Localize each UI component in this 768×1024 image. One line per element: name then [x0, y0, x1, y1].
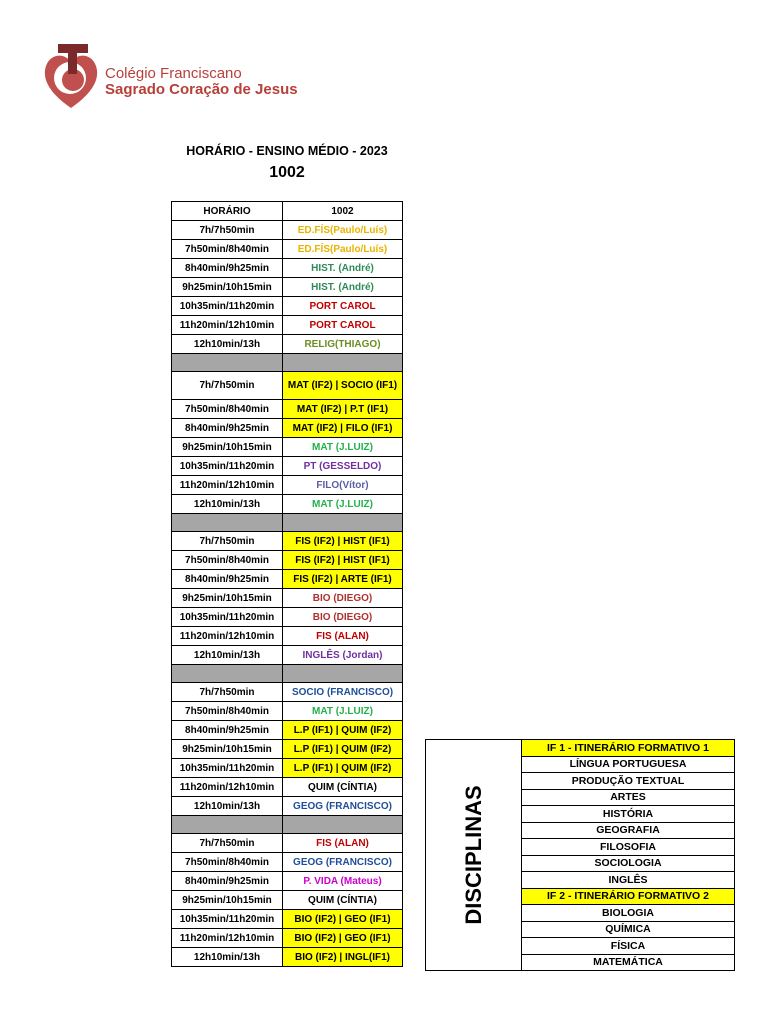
subject-cell: PORT CAROL: [283, 316, 403, 335]
time-slot-cell: 7h/7h50min: [172, 372, 283, 400]
subject-cell: GEOG (FRANCISCO): [283, 797, 403, 816]
schedule-row: [172, 495, 403, 514]
schedule-row: [172, 834, 403, 853]
subject-cell: PT (GESSELDO): [283, 457, 403, 476]
time-slot-cell: 10h35min/11h20min: [172, 759, 283, 778]
time-slot-cell: 12h10min/13h: [172, 797, 283, 816]
subject-cell: MAT (J.LUIZ): [283, 495, 403, 514]
subject-cell: FIS (IF2) | ARTE (IF1): [283, 570, 403, 589]
time-slot-cell: 7h50min/8h40min: [172, 702, 283, 721]
subject-cell: QUIM (CÍNTIA): [283, 778, 403, 797]
schedule-row: [172, 589, 403, 608]
time-slot-cell: 11h20min/12h10min: [172, 627, 283, 646]
subject-cell: ED.FÍS(Paulo/Luís): [283, 240, 403, 259]
schedule-row: [172, 221, 403, 240]
time-slot-cell: 12h10min/13h: [172, 335, 283, 354]
subject-cell: MAT (J.LUIZ): [283, 438, 403, 457]
time-slot-cell: 9h25min/10h15min: [172, 278, 283, 297]
time-slot-cell: 7h50min/8h40min: [172, 853, 283, 872]
time-slot-cell: 7h50min/8h40min: [172, 551, 283, 570]
subject-cell: ED.FÍS(Paulo/Luís): [283, 221, 403, 240]
school-name: [105, 66, 298, 98]
subject-cell: RELIG(THIAGO): [283, 335, 403, 354]
time-slot-cell: 7h50min/8h40min: [172, 400, 283, 419]
schedule-row: [172, 797, 403, 816]
schedule-row: [172, 419, 403, 438]
time-slot-cell: 7h/7h50min: [172, 834, 283, 853]
day-separator: [172, 665, 403, 683]
subject-cell: BIO (IF2) | GEO (IF1): [283, 929, 403, 948]
schedule-row: [172, 872, 403, 891]
schedule-row: [172, 551, 403, 570]
time-slot-cell: 9h25min/10h15min: [172, 589, 283, 608]
time-slot-cell: 10h35min/11h20min: [172, 457, 283, 476]
schedule-row: [172, 372, 403, 400]
subject-cell: FIS (ALAN): [283, 627, 403, 646]
time-slot-cell: 11h20min/12h10min: [172, 316, 283, 335]
subject-cell: QUIM (CÍNTIA): [283, 891, 403, 910]
school-logo: [40, 42, 102, 112]
discipline-cell: BIOLOGIA: [522, 905, 735, 922]
schedule-row: [172, 740, 403, 759]
schedule-row: [172, 853, 403, 872]
header-time-cell: HORÁRIO: [172, 202, 283, 221]
time-slot-cell: 9h25min/10h15min: [172, 438, 283, 457]
subject-cell: BIO (DIEGO): [283, 608, 403, 627]
schedule-row: [172, 910, 403, 929]
discipline-cell: HISTÓRIA: [522, 806, 735, 823]
schedule-row: [172, 316, 403, 335]
time-slot-cell: 12h10min/13h: [172, 948, 283, 967]
subject-cell: GEOG (FRANCISCO): [283, 853, 403, 872]
subject-cell: MAT (J.LUIZ): [283, 702, 403, 721]
time-slot-cell: 12h10min/13h: [172, 646, 283, 665]
schedule-row: [172, 438, 403, 457]
time-slot-cell: 10h35min/11h20min: [172, 297, 283, 316]
subject-cell: HIST. (André): [283, 259, 403, 278]
day-separator: [172, 354, 403, 372]
discipline-cell: MATEMÁTICA: [522, 954, 735, 971]
schedule-table: [171, 201, 403, 967]
schedule-row: [172, 240, 403, 259]
schedule-row: [172, 891, 403, 910]
schedule-row: [172, 759, 403, 778]
itinerary-header-cell: IF 2 - ITINERÁRIO FORMATIVO 2: [522, 888, 735, 905]
schedule-row: [172, 646, 403, 665]
header-class-cell: 1002: [283, 202, 403, 221]
subject-cell: INGLÊS (Jordan): [283, 646, 403, 665]
schedule-row: [172, 702, 403, 721]
subject-cell: FIS (IF2) | HIST (IF1): [283, 551, 403, 570]
schedule-row: [172, 335, 403, 354]
schedule-row: [172, 721, 403, 740]
school-name-line1: Colégio Franciscano: [105, 65, 242, 82]
subject-cell: FIS (IF2) | HIST (IF1): [283, 532, 403, 551]
schedule-row: [172, 297, 403, 316]
discipline-cell: QUÍMICA: [522, 921, 735, 938]
time-slot-cell: 11h20min/12h10min: [172, 778, 283, 797]
discipline-row: [426, 740, 735, 757]
schedule-row: [172, 683, 403, 702]
schedule-row: [172, 608, 403, 627]
discipline-cell: PRODUÇÃO TEXTUAL: [522, 773, 735, 790]
disciplines-label: DISCIPLINAS: [460, 785, 486, 925]
time-slot-cell: 8h40min/9h25min: [172, 259, 283, 278]
schedule-row: [172, 532, 403, 551]
school-name-line2: Sagrado Coração de Jesus: [105, 81, 298, 98]
time-slot-cell: 11h20min/12h10min: [172, 929, 283, 948]
subject-cell: L.P (IF1) | QUIM (IF2): [283, 740, 403, 759]
discipline-cell: ARTES: [522, 789, 735, 806]
schedule-row: [172, 570, 403, 589]
subject-cell: PORT CAROL: [283, 297, 403, 316]
subject-cell: MAT (IF2) | FILO (IF1): [283, 419, 403, 438]
subject-cell: BIO (DIEGO): [283, 589, 403, 608]
schedule-row: [172, 476, 403, 495]
discipline-cell: INGLÊS: [522, 872, 735, 889]
discipline-cell: GEOGRAFIA: [522, 822, 735, 839]
subject-cell: FIS (ALAN): [283, 834, 403, 853]
time-slot-cell: 12h10min/13h: [172, 495, 283, 514]
schedule-row: [172, 400, 403, 419]
schedule-row: [172, 948, 403, 967]
time-slot-cell: 8h40min/9h25min: [172, 721, 283, 740]
time-slot-cell: 8h40min/9h25min: [172, 872, 283, 891]
subject-cell: HIST. (André): [283, 278, 403, 297]
page-title: HORÁRIO - ENSINO MÉDIO - 2023: [186, 144, 388, 158]
itinerary-header-cell: IF 1 - ITINERÁRIO FORMATIVO 1: [522, 740, 735, 757]
subject-cell: MAT (IF2) | P.T (IF1): [283, 400, 403, 419]
subject-cell: SOCIO (FRANCISCO): [283, 683, 403, 702]
time-slot-cell: 7h/7h50min: [172, 532, 283, 551]
subject-cell: FILO(Vítor): [283, 476, 403, 495]
subject-cell: P. VIDA (Mateus): [283, 872, 403, 891]
subject-cell: BIO (IF2) | INGL(IF1): [283, 948, 403, 967]
discipline-cell: FÍSICA: [522, 938, 735, 955]
discipline-cell: LÍNGUA PORTUGUESA: [522, 756, 735, 773]
time-slot-cell: 7h/7h50min: [172, 221, 283, 240]
subject-cell: L.P (IF1) | QUIM (IF2): [283, 759, 403, 778]
discipline-cell: SOCIOLOGIA: [522, 855, 735, 872]
subject-cell: L.P (IF1) | QUIM (IF2): [283, 721, 403, 740]
time-slot-cell: 10h35min/11h20min: [172, 910, 283, 929]
time-slot-cell: 7h50min/8h40min: [172, 240, 283, 259]
subject-cell: BIO (IF2) | GEO (IF1): [283, 910, 403, 929]
schedule-row: [172, 278, 403, 297]
schedule-row: [172, 457, 403, 476]
schedule-row: [172, 259, 403, 278]
class-code: 1002: [269, 164, 305, 181]
discipline-cell: FILOSOFIA: [522, 839, 735, 856]
schedule-row: [172, 778, 403, 797]
time-slot-cell: 9h25min/10h15min: [172, 740, 283, 759]
time-slot-cell: 10h35min/11h20min: [172, 608, 283, 627]
time-slot-cell: 11h20min/12h10min: [172, 476, 283, 495]
disciplines-table: [425, 739, 735, 971]
time-slot-cell: 9h25min/10h15min: [172, 891, 283, 910]
time-slot-cell: 8h40min/9h25min: [172, 570, 283, 589]
time-slot-cell: 8h40min/9h25min: [172, 419, 283, 438]
disciplines-label-cell: [426, 740, 522, 971]
day-separator: [172, 514, 403, 532]
schedule-row: [172, 929, 403, 948]
subject-cell: MAT (IF2) | SOCIO (IF1): [283, 372, 403, 400]
time-slot-cell: 7h/7h50min: [172, 683, 283, 702]
day-separator: [172, 816, 403, 834]
schedule-row: [172, 627, 403, 646]
